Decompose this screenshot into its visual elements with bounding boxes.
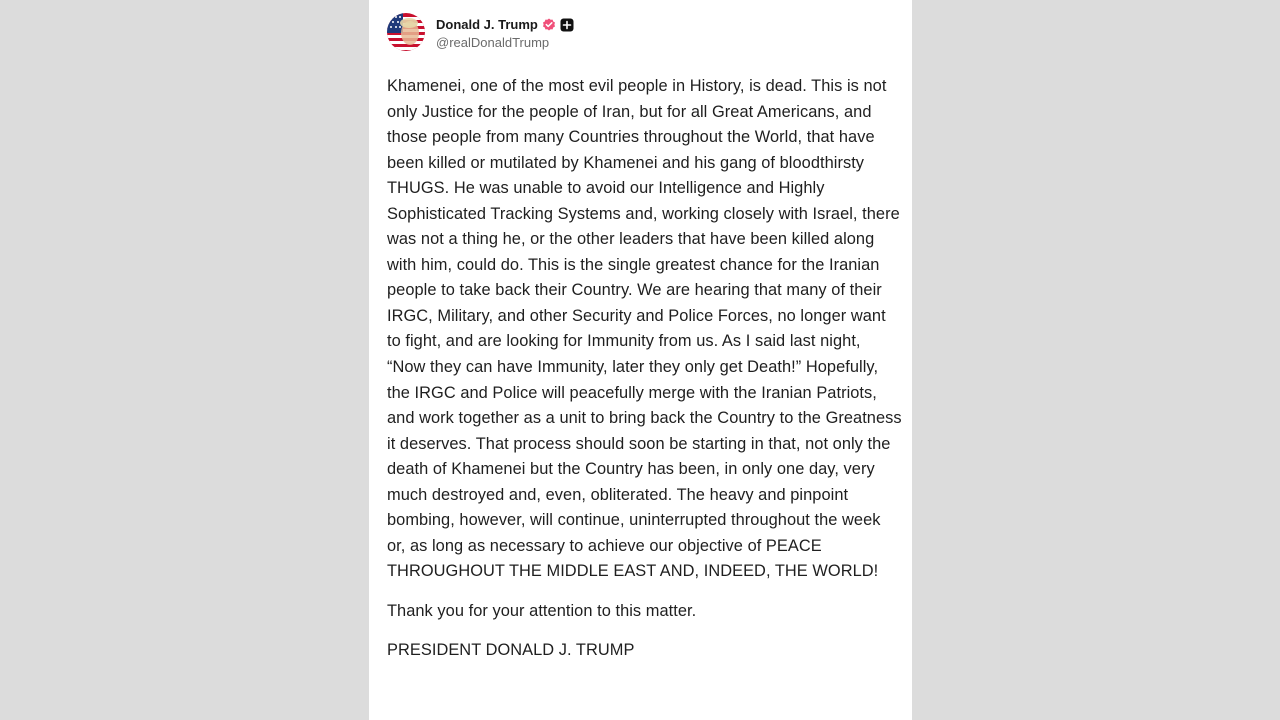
author-display-name[interactable]: Donald J. Trump (436, 17, 538, 32)
post-paragraph: Thank you for your attention to this matter. (387, 601, 697, 620)
author-names (436, 15, 574, 50)
author-handle[interactable]: @realDonaldTrump (436, 34, 550, 50)
post-body (387, 74, 902, 664)
post-card (369, 0, 912, 720)
post-signature: PRESIDENT DONALD J. TRUMP (387, 641, 635, 660)
name-row (436, 15, 574, 35)
verified-badge-icon (542, 18, 556, 32)
post-header (387, 13, 574, 51)
plus-square-icon (560, 18, 574, 32)
avatar-image (387, 13, 425, 51)
avatar[interactable] (387, 13, 425, 51)
post-paragraph: Khamenei, one of the most evil people in History, is dead. This is not only Justice for the people of Iran, but for all Great Americans, and those people from many Countries throughout the World, that have been killed or mutilated by Khamenei and his gang of bloodthirsty THUGS. He was unable to avoid our Intelligence and Highly Sophisticated Tracking Systems and, working closely with Israel, there was not a thing he, or the other leaders that have been killed along with him, could do. This is the single greatest chance for the Iranian people to take back their Country. We are hearing that many of their IRGC, Military, and other Security and Police Forces, no longer want to fight, and are looking for Immunity from us. As I said last night, “Now they can have Immunity, later they only get Death!” Hopefully, the IRGC and Police will peacefully merge with the Iranian Patriots, and work together as a unit to bring back the Country to the Greatness it deserves. That process should soon be starting in that, not only the death of Khamenei but the Country has been, in only one day, very much destroyed and, even, obliterated. The heavy and pinpoint bombing, however, will continue, uninterrupted throughout the week or, as long as necessary to achieve our objective of PEACE THROUGHOUT THE MIDDLE EAST AND, INDEED, THE WORLD! (387, 77, 902, 581)
